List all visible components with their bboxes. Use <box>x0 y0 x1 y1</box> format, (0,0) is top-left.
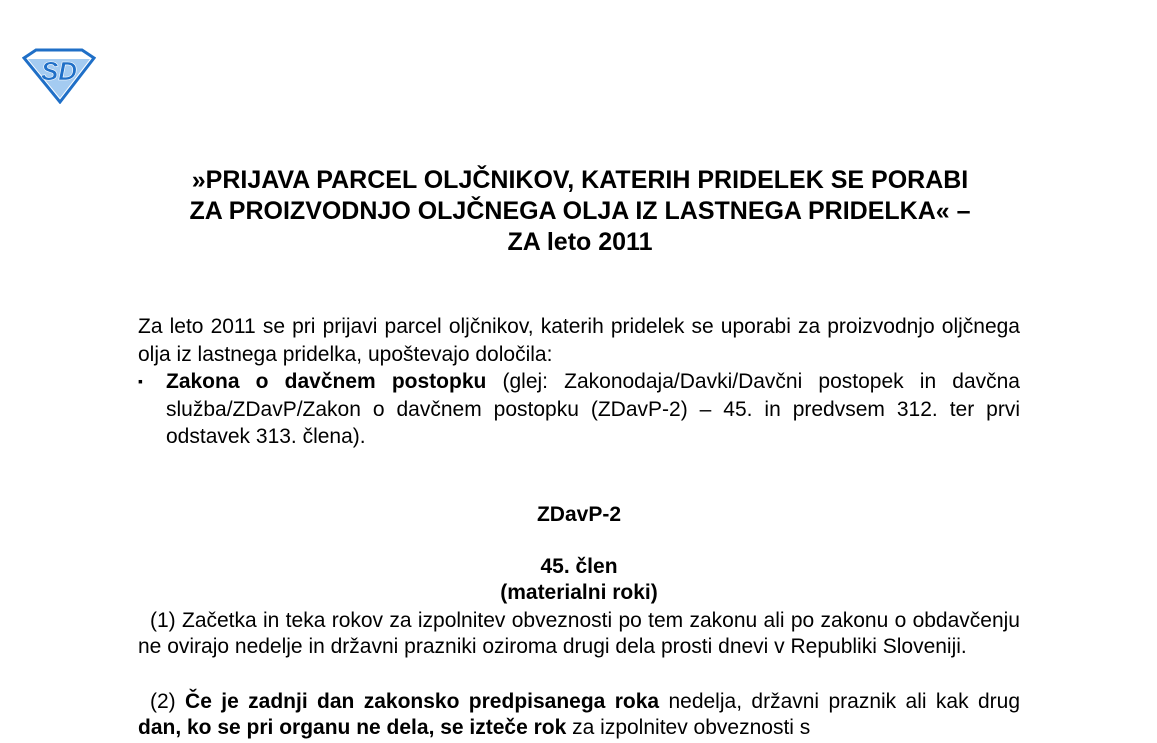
article-subtitle: (materialni roki) <box>500 581 658 604</box>
logo-letters: SD <box>40 56 78 86</box>
title-line-1: »PRIJAVA PARCEL OLJČNIKOV, KATERIH PRIDELEK SE PORABI <box>191 166 969 194</box>
list-item <box>138 368 1020 451</box>
paragraph-2 <box>138 689 1020 741</box>
logo <box>22 48 96 104</box>
bullet-bold-text: Zakona o davčnem postopku <box>166 370 487 393</box>
intro-paragraph: Za leto 2011 se pri prijavi parcel oljčnikov, katerih pridelek se uporabi za proizvodnjo oljčnega olja iz lastnega pridelka, upoštevajo določila: <box>138 315 1020 366</box>
p2-bold-2: dan, ko se pri organu ne dela, se izteče rok <box>138 716 567 739</box>
p2-bold-1: Če je zadnji dan zakonsko predpisanega roka <box>185 690 660 713</box>
title-line-2: ZA PROIZVODNJO OLJČNEGA OLJA IZ LASTNEGA PRIDELKA« – <box>189 197 971 225</box>
p2-text-3: za izpolnitev obveznosti s <box>566 716 811 739</box>
law-heading: ZDavP-2 <box>536 503 622 526</box>
bullet-list <box>138 368 1020 451</box>
article-number: 45. člen <box>540 555 618 578</box>
document-title <box>140 165 1020 258</box>
bullet-square-icon: ▪ <box>138 373 143 389</box>
p2-text-2: nedelja, državni praznik ali kak drug <box>659 690 1021 713</box>
bullet-rest-text: (glej: Zakonodaja/Davki/Davčni postopek in davčna služba/ZDavP/Zakon o davčnem postopku (ZDavP-2) – 45. in predvsem 312. ter prvi odstavek 313. člena). <box>166 370 1020 448</box>
paragraph-1: (1) Začetka in teka rokov za izpolnitev obveznosti po tem zakonu ali po zakonu o obdavčenju ne ovirajo nedelje in državni prazniki oziroma drugi dela prosti dnevi v Republiki Sloveniji. <box>138 609 1020 658</box>
bullet-text <box>166 368 1020 451</box>
p2-text-1: (2) <box>150 690 186 713</box>
title-line-3: ZA leto 2011 <box>507 228 653 256</box>
